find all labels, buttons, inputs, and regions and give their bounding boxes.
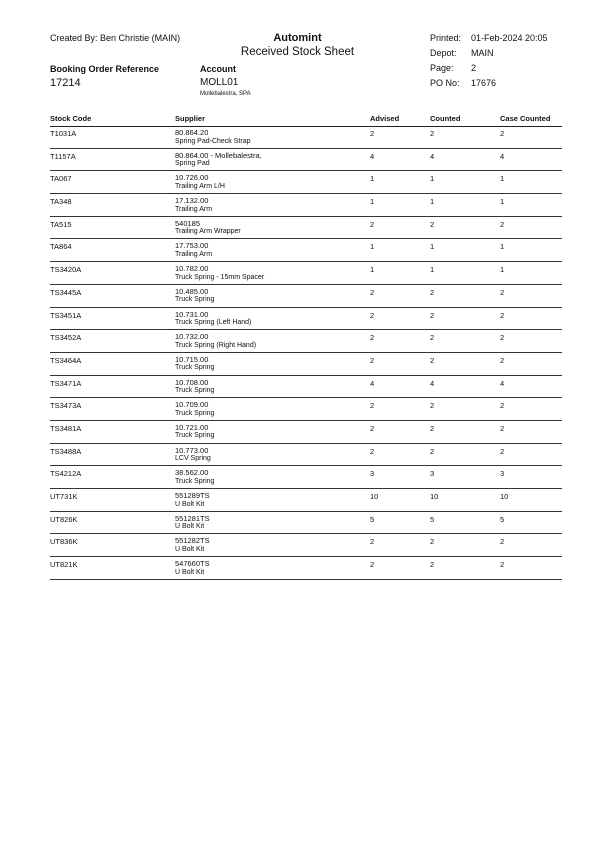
item-description: Truck Spring — [175, 296, 215, 304]
table-row — [50, 421, 562, 444]
col-counted: Counted — [430, 114, 461, 123]
supplier-cell — [175, 447, 211, 464]
advised-qty: 2 — [370, 355, 375, 365]
stock-code: T1031A — [50, 129, 77, 138]
supplier-cell — [175, 288, 214, 305]
stock-code: TS3481A — [50, 423, 82, 433]
stock-code: TS3471A — [50, 378, 82, 388]
stock-code: TS3473A — [50, 401, 82, 411]
stock-code: TA515 — [50, 219, 72, 229]
sheet-title: Received Stock Sheet — [240, 46, 355, 58]
case-counted-qty: 1 — [500, 242, 505, 252]
item-description: Spring Pad — [175, 160, 210, 168]
supplier-cell — [175, 469, 214, 486]
table-row — [50, 353, 562, 376]
advised-qty: 2 — [370, 310, 375, 320]
stock-code: TA348 — [50, 197, 72, 207]
table-row — [50, 194, 562, 217]
table-row — [50, 557, 562, 580]
counted-qty: 10 — [430, 492, 439, 501]
supplier-cell — [175, 356, 214, 373]
table-row — [50, 512, 562, 535]
company-name: Automint — [273, 32, 322, 44]
item-description: Trailing Arm L/H — [175, 182, 225, 190]
advised-qty: 2 — [370, 287, 375, 297]
supplier-cell — [175, 424, 214, 441]
case-counted-qty: 2 — [500, 333, 505, 343]
supplier-ref: 38.562.00 — [175, 468, 209, 478]
printed-label: Printed: — [430, 33, 462, 43]
supplier-ref: 10.726.00 — [175, 173, 209, 183]
stock-code: T1157A — [50, 151, 76, 161]
advised-qty: 3 — [370, 469, 375, 479]
item-description: Spring Pad-Check Strap — [175, 137, 251, 145]
table-row — [50, 285, 562, 308]
printed-value: 01-Feb-2024 20:05 — [471, 33, 548, 43]
supplier-ref: 10.709.00 — [175, 400, 209, 410]
stock-code: UT731K — [50, 492, 78, 501]
case-counted-qty: 1 — [500, 197, 505, 207]
supplier-cell — [175, 311, 251, 328]
advised-qty: 2 — [370, 446, 375, 456]
table-row — [50, 239, 562, 262]
counted-qty: 2 — [430, 219, 435, 229]
advised-qty: 2 — [370, 423, 375, 433]
table-row — [50, 217, 562, 240]
advised-qty: 5 — [370, 514, 375, 524]
case-counted-qty: 2 — [500, 423, 505, 433]
counted-qty: 4 — [430, 151, 435, 161]
counted-qty: 2 — [430, 355, 435, 365]
po-value: 17676 — [471, 78, 497, 88]
case-counted-qty: 5 — [500, 514, 505, 524]
case-counted-qty: 2 — [500, 355, 505, 365]
advised-qty: 2 — [370, 129, 375, 138]
item-description: Truck Spring (Left Hand) — [175, 319, 252, 326]
supplier-cell — [175, 265, 264, 282]
item-description: U Bolt Kit — [175, 500, 205, 508]
table-row — [50, 376, 562, 399]
case-counted-qty: 2 — [500, 537, 505, 547]
case-counted-qty: 4 — [500, 151, 505, 161]
advised-qty: 1 — [370, 242, 375, 252]
table-row — [50, 171, 562, 194]
table-row — [50, 149, 562, 172]
supplier-cell — [175, 560, 210, 577]
stock-code: TS3451A — [50, 310, 82, 320]
supplier-ref: 10.708.00 — [175, 377, 209, 387]
counted-qty: 2 — [430, 333, 435, 343]
case-counted-qty: 2 — [500, 129, 505, 138]
supplier-cell — [175, 379, 214, 396]
counted-qty: 2 — [430, 537, 435, 547]
supplier-ref: 17.753.00 — [175, 241, 209, 251]
advised-qty: 2 — [370, 560, 375, 570]
counted-qty: 2 — [430, 129, 435, 138]
item-description: Truck Spring (Right Hand) — [175, 341, 257, 349]
table-row — [50, 308, 562, 331]
depot-line — [430, 48, 494, 58]
counted-qty: 2 — [430, 401, 435, 411]
item-description: Trailing Arm — [175, 250, 213, 258]
supplier-ref: 551289TS — [175, 491, 210, 500]
item-description: Truck Spring - 15mm Spacer — [175, 273, 265, 281]
supplier-ref: 80.864.20 — [175, 128, 209, 137]
counted-qty: 2 — [430, 560, 435, 570]
account-code: MOLL01 — [200, 77, 239, 88]
supplier-cell — [175, 174, 225, 191]
table-row — [50, 444, 562, 467]
stock-code: UT836K — [50, 537, 78, 547]
supplier-ref: 10.773.00 — [175, 445, 209, 455]
supplier-cell — [175, 152, 262, 169]
supplier-ref: 10.732.00 — [175, 332, 209, 342]
table-row — [50, 126, 562, 149]
item-description: Trailing Arm Wrapper — [175, 228, 241, 236]
table-row — [50, 330, 562, 353]
supplier-ref: 10.715.00 — [175, 354, 209, 364]
advised-qty: 1 — [370, 174, 375, 184]
counted-qty: 4 — [430, 378, 435, 388]
stock-code: TA864 — [50, 242, 72, 252]
supplier-cell — [175, 515, 210, 532]
supplier-ref: 551281TS — [175, 513, 210, 523]
item-description: U Bolt Kit — [175, 568, 205, 576]
supplier-cell — [175, 197, 212, 214]
case-counted-qty: 2 — [500, 287, 505, 297]
printed-line — [430, 33, 548, 43]
table-row — [50, 489, 562, 512]
advised-qty: 4 — [370, 151, 375, 161]
supplier-ref: 551282TS — [175, 536, 210, 546]
account-name: Mollebalestra, SPA — [200, 91, 251, 97]
supplier-ref: 10.731.00 — [175, 309, 209, 319]
supplier-ref: 547660TS — [175, 559, 210, 569]
supplier-cell — [175, 401, 214, 418]
case-counted-qty: 2 — [500, 310, 505, 320]
counted-qty: 2 — [430, 423, 435, 433]
case-counted-qty: 2 — [500, 219, 505, 229]
supplier-cell — [175, 129, 250, 146]
case-counted-qty: 4 — [500, 378, 505, 388]
case-counted-qty: 2 — [500, 401, 505, 411]
advised-qty: 4 — [370, 378, 375, 388]
counted-qty: 2 — [430, 446, 435, 456]
stock-table-body — [50, 126, 562, 580]
po-line — [430, 78, 496, 88]
item-description: Truck Spring — [175, 387, 215, 395]
table-row — [50, 398, 562, 421]
supplier-ref: 10.782.00 — [175, 264, 209, 274]
page-line — [430, 63, 476, 73]
booking-ref-label: Booking Order Reference — [50, 64, 160, 74]
supplier-ref: 80.864.00 - Mollebalestra, — [175, 150, 262, 160]
advised-qty: 2 — [370, 333, 375, 343]
stock-code: UT826K — [50, 514, 78, 524]
stock-code: TA067 — [50, 174, 72, 184]
col-stock-code: Stock Code — [50, 114, 92, 123]
stock-code: TS3420A — [50, 265, 82, 275]
supplier-ref: 17.132.00 — [175, 196, 209, 206]
item-description: LCV Spring — [175, 455, 211, 463]
supplier-cell — [175, 492, 210, 509]
counted-qty: 1 — [430, 265, 435, 275]
supplier-cell — [175, 537, 210, 554]
supplier-cell — [175, 242, 212, 259]
advised-qty: 2 — [370, 401, 375, 411]
stock-code: TS4212A — [50, 469, 82, 479]
page-label: Page: — [430, 63, 454, 73]
stock-code: TS3452A — [50, 333, 82, 343]
table-row — [50, 466, 562, 489]
created-by — [50, 33, 180, 43]
advised-qty: 1 — [370, 265, 375, 275]
created-by-label: Created By: — [50, 33, 98, 43]
stock-code: UT821K — [50, 560, 78, 570]
case-counted-qty: 3 — [500, 469, 505, 479]
advised-qty: 10 — [370, 492, 379, 501]
advised-qty: 1 — [370, 197, 375, 207]
col-case-counted: Case Counted — [500, 114, 551, 123]
case-counted-qty: 10 — [500, 492, 509, 501]
booking-ref-value: 17214 — [50, 77, 81, 89]
po-label: PO No: — [430, 78, 460, 88]
counted-qty: 1 — [430, 242, 435, 252]
item-description: U Bolt Kit — [175, 545, 205, 553]
counted-qty: 2 — [430, 310, 435, 320]
item-description: U Bolt Kit — [175, 523, 205, 531]
stock-code: TS3488A — [50, 446, 82, 456]
supplier-cell — [175, 333, 256, 350]
supplier-ref: 10.485.00 — [175, 286, 209, 296]
counted-qty: 3 — [430, 469, 435, 479]
case-counted-qty: 1 — [500, 265, 505, 275]
case-counted-qty: 2 — [500, 446, 505, 456]
counted-qty: 1 — [430, 174, 435, 184]
created-by-value: Ben Christie (MAIN) — [100, 33, 181, 43]
item-description: Truck Spring — [175, 409, 215, 417]
depot-value: MAIN — [471, 48, 494, 58]
counted-qty: 5 — [430, 514, 435, 524]
table-row — [50, 534, 562, 557]
item-description: Truck Spring — [175, 477, 215, 485]
stock-code: TS3464A — [50, 355, 82, 365]
col-supplier: Supplier — [175, 114, 206, 123]
depot-label: Depot: — [430, 48, 457, 58]
item-description: Truck Spring — [175, 432, 215, 440]
counted-qty: 2 — [430, 287, 435, 297]
col-advised: Advised — [370, 114, 400, 123]
case-counted-qty: 2 — [500, 560, 505, 570]
account-label: Account — [200, 64, 236, 74]
stock-code: TS3445A — [50, 287, 82, 297]
item-description: Truck Spring — [175, 364, 215, 372]
case-counted-qty: 1 — [500, 174, 505, 184]
counted-qty: 1 — [430, 197, 435, 207]
supplier-cell — [175, 220, 241, 237]
item-description: Trailing Arm — [175, 205, 213, 213]
advised-qty: 2 — [370, 537, 375, 547]
supplier-ref: 10.721.00 — [175, 422, 209, 432]
supplier-ref: 540185 — [175, 218, 201, 228]
page-value: 2 — [471, 63, 477, 73]
advised-qty: 2 — [370, 219, 375, 229]
table-row — [50, 262, 562, 285]
